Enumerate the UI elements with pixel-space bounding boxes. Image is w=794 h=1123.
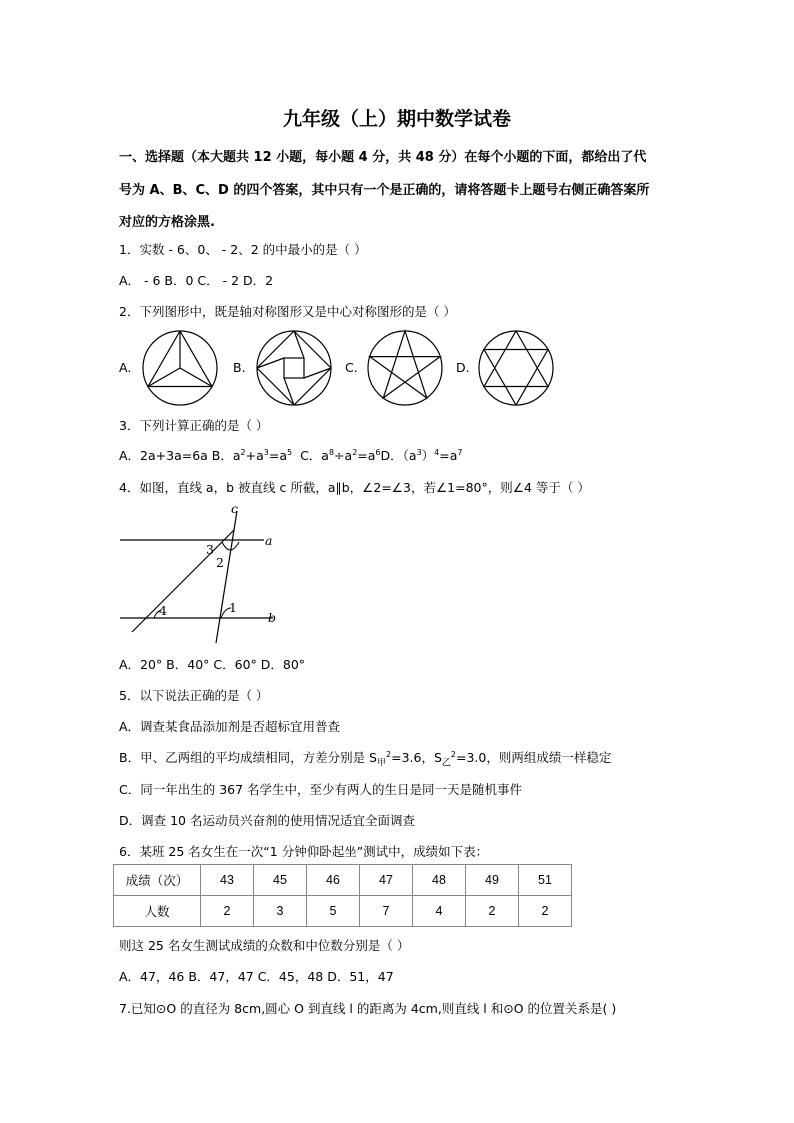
table-cell: 45 (254, 865, 307, 896)
q2-label-c: C. (345, 360, 358, 375)
q3-opt-d: D．（a (380, 448, 417, 463)
q4-label-4: 4 (159, 603, 167, 618)
table-cell: 48 (413, 865, 466, 896)
section-header-line1: 一、选择题（本大题共 12 小题，每小题 4 分，共 48 分）在每个小题的下面，都给出了代 (119, 150, 647, 165)
q6-scores-table (113, 864, 572, 927)
q4-stem: 4．如图，直线 a，b 被直线 c 所截，a∥b，∠2=∠3，若∠1=80°，则∠4 等于（ ） (119, 480, 590, 495)
q7-stem: 7.已知⊙O 的直径为 8cm,圆心 O 到直线 l 的距离为 4cm,则直线 l 和⊙O 的位置关系是( ) (119, 1001, 617, 1016)
table-cell: 3 (254, 896, 307, 927)
q5-option-a: A．调查某食品添加剂是否超标宜用普查 (119, 719, 341, 734)
table-cell: 2 (201, 896, 254, 927)
page-title: 九年级（上）期中数学试卷 (282, 108, 511, 130)
q6-options: A．47，46 B．47，47 C．45，48 D．51，47 (119, 969, 394, 984)
q3-stem: 3．下列计算正确的是（ ） (119, 418, 269, 433)
q5-option-d: D．调查 10 名运动员兴奋剂的使用情况适宜全面调查 (119, 813, 415, 828)
table-cell: 4 (413, 896, 466, 927)
q3-options: A．2a+3a=6a B．$a^2+a^3=a^5$ C．$a^8\div a^2=a^6D$．$(a^3)^4=a^7$ (119, 447, 463, 463)
table-cell: 2 (466, 896, 519, 927)
table-cell: 7 (360, 896, 413, 927)
q1-options: A． - 6 B．0 C． - 2 D．2 (119, 273, 274, 288)
table-cell: 5 (307, 896, 360, 927)
q6-question: 则这 25 名女生测试成绩的众数和中位数分别是（ ） (119, 938, 410, 953)
q4-label-a: a (265, 533, 273, 548)
q4-figure (118, 500, 288, 645)
table-cell: 人数 (114, 896, 201, 927)
q2-figure-a (140, 328, 220, 408)
table-cell: 51 (519, 865, 572, 896)
section-header-line2: 号为 A、B、C、D 的四个答案，其中只有一个是正确的，请将答题卡上题号右侧正确答案所 (119, 183, 650, 198)
q6-stem: 6．某班 25 名女生在一次“1 分钟仰卧起坐”测试中，成绩如下表： (119, 844, 489, 859)
q4-label-2: 2 (216, 555, 224, 570)
q4-label-1: 1 (229, 600, 237, 615)
q3-opt-c: C．a (300, 448, 329, 463)
q2-label-a: A. (119, 360, 132, 375)
q4-label-b: b (268, 610, 277, 625)
q5-option-c: C．同一年出生的 367 名学生中，至少有两人的生日是同一天是随机事件 (119, 782, 523, 797)
table-cell: 2 (519, 896, 572, 927)
q4-label-c: c (231, 501, 239, 516)
q2-figure-c (365, 328, 445, 408)
q2-figure-b (254, 328, 334, 408)
table-cell: 47 (360, 865, 413, 896)
q4-options: A．20° B．40° C．60° D．80° (119, 657, 306, 672)
q5-option-b: B．甲、乙两组的平均成绩相同，方差分别是 $S_甲^2=3.6$，$S_乙^2=3.0$，则两组成绩一样稳定 (119, 749, 612, 769)
q2-label-b: B. (233, 360, 246, 375)
table-cell: 成绩（次） (114, 865, 201, 896)
q1-stem: 1．实数 - 6、0、 - 2、2 的中最小的是（ ） (119, 242, 367, 257)
q4-label-3: 3 (206, 542, 214, 557)
q2-figure-d (476, 328, 556, 408)
table-cell: 43 (201, 865, 254, 896)
q5-stem: 5．以下说法正确的是（ ） (119, 688, 269, 703)
q3-opt-a: A．2a+3a=6a B．a (119, 448, 241, 463)
section-header-line3: 对应的方格涂黑. (119, 215, 215, 230)
table-row (114, 896, 572, 927)
table-cell: 46 (307, 865, 360, 896)
table-row (114, 865, 572, 896)
q2-stem: 2．下列图形中，既是轴对称图形又是中心对称图形的是（ ） (119, 304, 456, 319)
table-cell: 49 (466, 865, 519, 896)
q2-label-d: D. (456, 360, 470, 375)
